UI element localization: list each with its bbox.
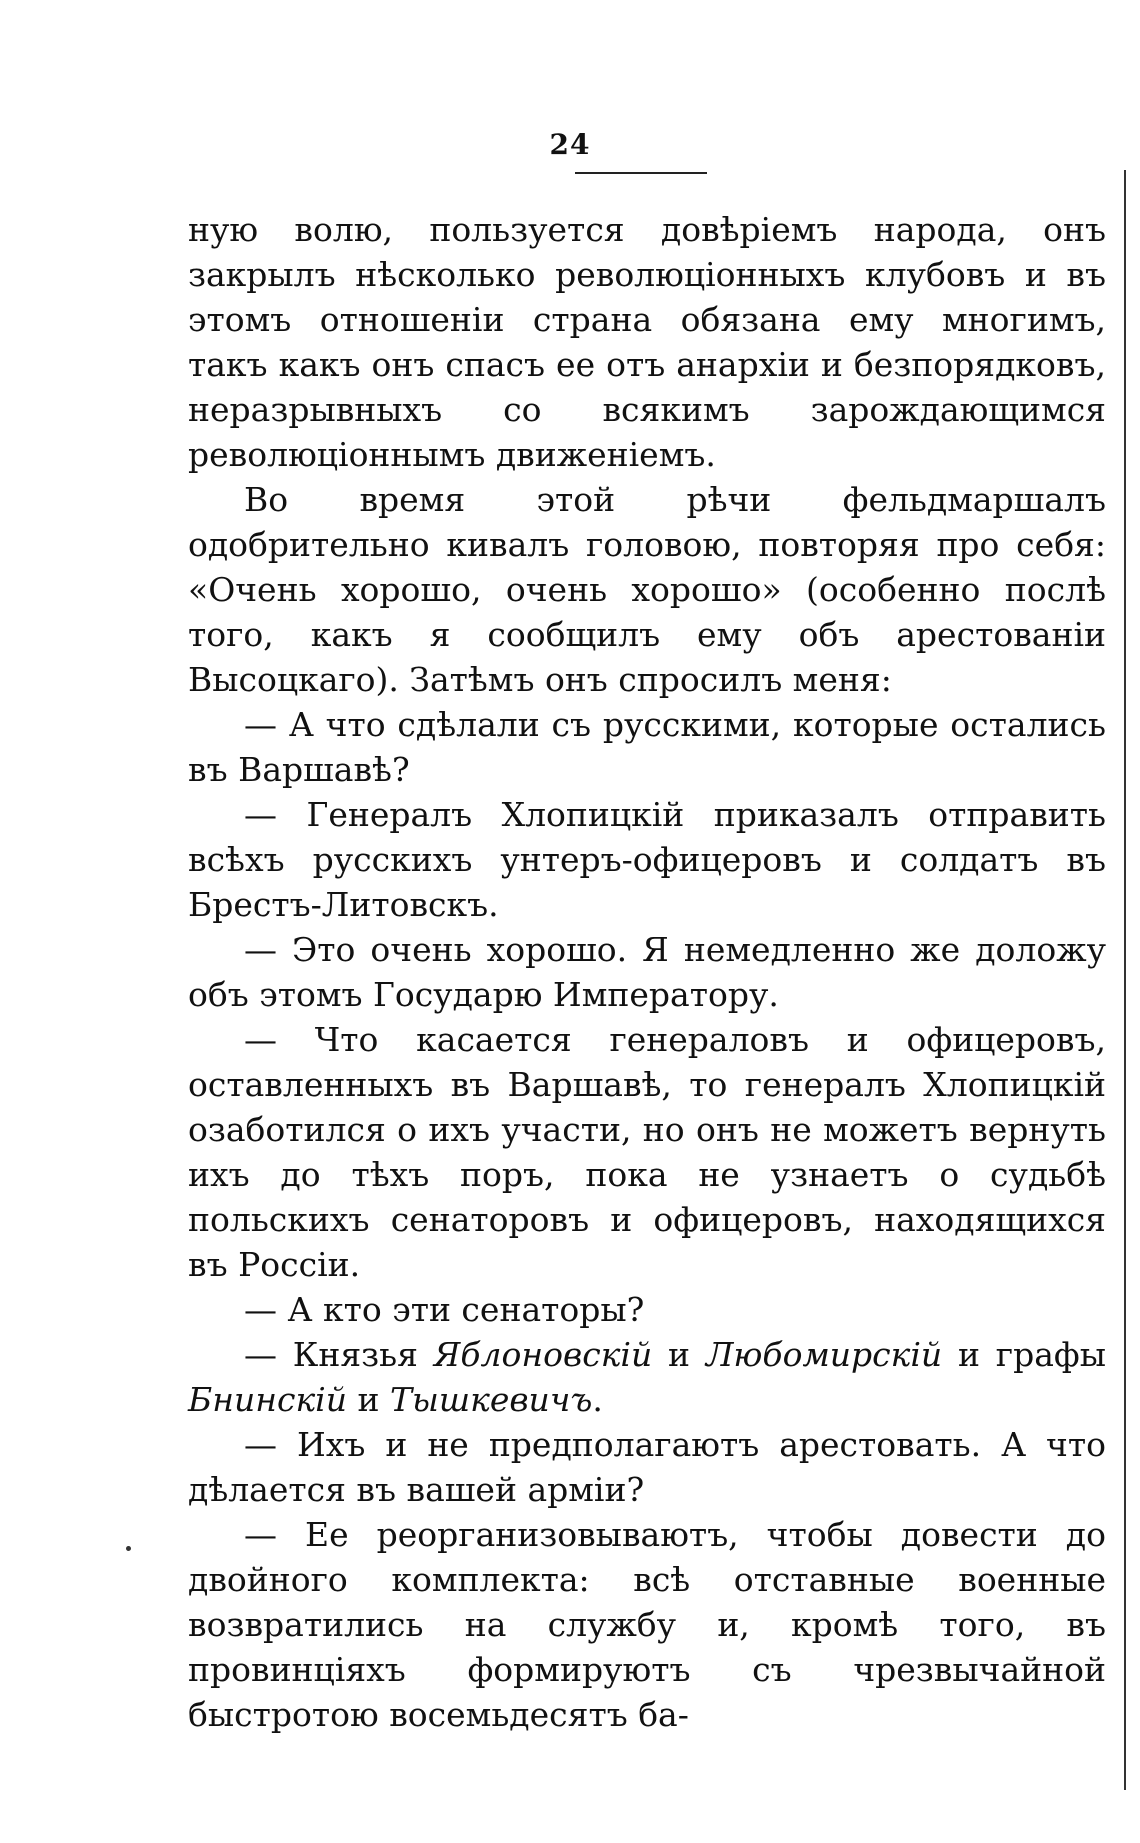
italic-name: Тышкевичъ [389,1380,593,1419]
margin-mark [126,1546,131,1551]
text-run: — Генералъ Хлопицкій приказалъ отправить всѣхъ русскихъ унтеръ-офицеровъ и солдатъ въ Брестъ-Литовскъ. [188,795,1106,924]
text-run: и [346,1380,390,1419]
italic-name: Бнинскій [188,1380,347,1419]
paragraph [188,1512,1106,1737]
text-run: — Князья [244,1335,434,1374]
text-run: . [592,1380,603,1419]
body-text [188,207,1106,1737]
page-number-rule [575,172,707,174]
paragraph [188,1332,1106,1422]
paragraph [188,1017,1106,1287]
text-run: — Ее реорганизовываютъ, чтобы довести до двойного комплекта: всѣ отставные военные возвратились на службу и, кромѣ того, въ провинціяхъ формируютъ съ чрезвычайной быстротою восемьдесятъ ба- [188,1515,1106,1734]
text-run: Во время этой рѣчи фельдмаршалъ одобрительно кивалъ головою, повторяя про себя: «Очень хорошо, очень хорошо» (особенно послѣ того, какъ я сообщилъ ему объ арестованіи Высоцкаго). Затѣмъ онъ спросилъ меня: [188,480,1106,699]
page-number: 24 [549,128,591,161]
text-run: — А что сдѣлали съ русскими, которые остались въ Варшавѣ? [188,705,1106,789]
text-run: — Что касается генераловъ и офицеровъ, оставленныхъ въ Варшавѣ, то генералъ Хлопицкій озаботился о ихъ участи, но онъ не можетъ вернуть ихъ до тѣхъ поръ, пока не узнаетъ о судьбѣ польскихъ сенаторовъ и офицеровъ, находящихся въ Россіи. [188,1020,1106,1284]
text-run: и [652,1335,706,1374]
text-run: — А кто эти сенаторы? [244,1290,645,1329]
italic-name: Яблоновскій [433,1335,653,1374]
italic-name: Любомирскій [705,1335,943,1374]
page-edge-line [1124,170,1126,1790]
text-run: ную волю, пользуется довѣріемъ народа, онъ закрылъ нѣсколько революціонныхъ клубовъ и въ этомъ отношеніи страна обязана ему многимъ, такъ какъ онъ спасъ ее отъ анархіи и безпорядковъ, неразрывныхъ со всякимъ зарождающимся революціоннымъ движеніемъ. [188,210,1106,474]
paragraph [188,1422,1106,1512]
paragraph [188,477,1106,702]
paragraph [188,1287,1106,1332]
paragraph [188,702,1106,792]
text-run: — Ихъ и не предполагаютъ арестовать. А что дѣлается въ вашей арміи? [188,1425,1106,1509]
text-run: и графы [942,1335,1106,1374]
paragraph [188,207,1106,477]
text-run: — Это очень хорошо. Я немедленно же доложу объ этомъ Государю Императору. [188,930,1106,1014]
paragraph [188,927,1106,1017]
paragraph [188,792,1106,927]
